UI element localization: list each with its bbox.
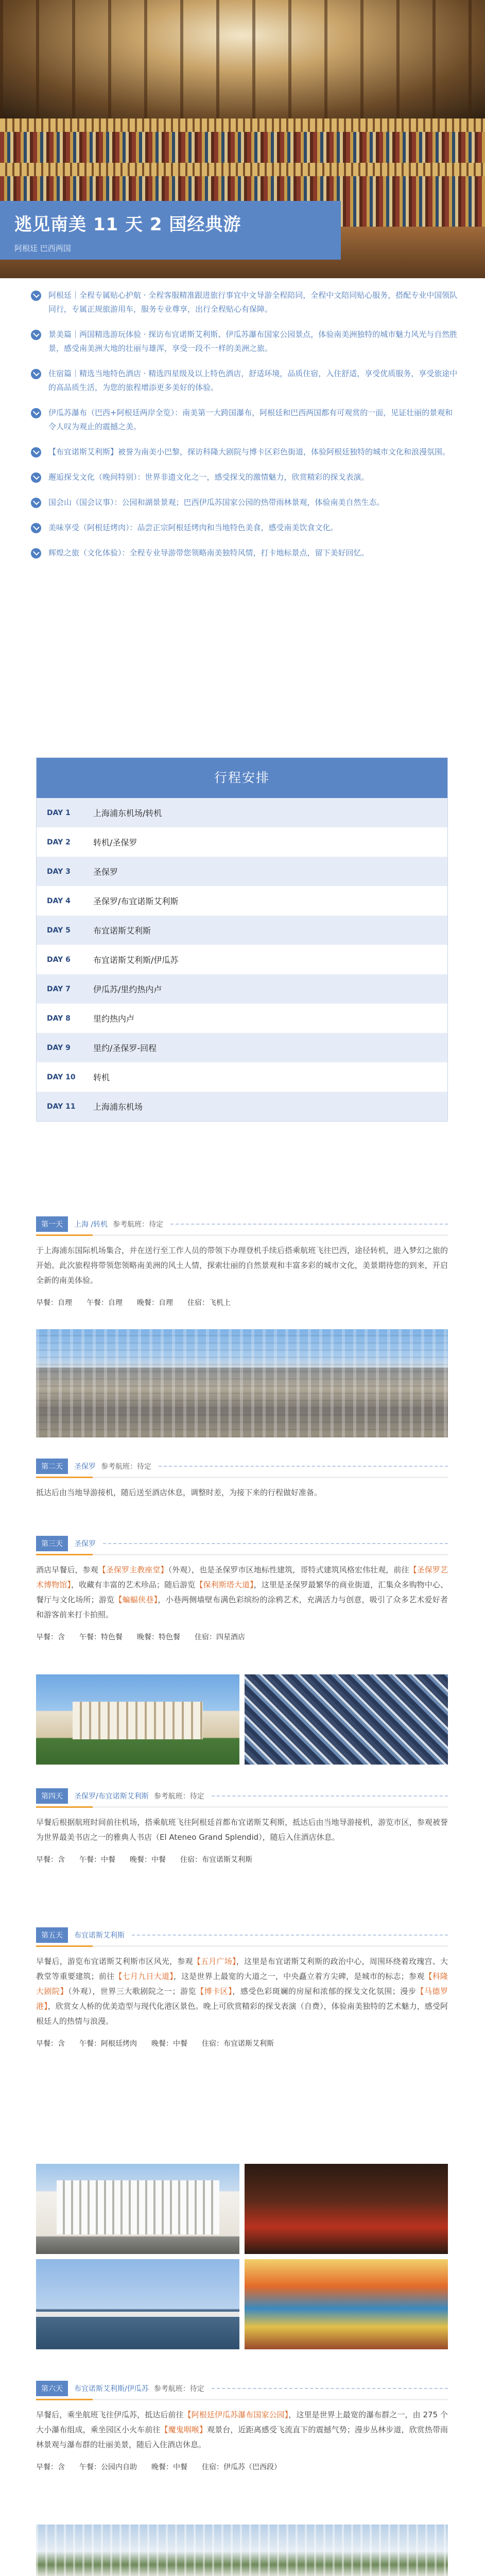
colorful-street-photo: [245, 2259, 448, 2349]
feature-item: [31, 445, 458, 459]
itinerary-day: DAY 10: [47, 1073, 76, 1081]
divider: [36, 1234, 448, 1236]
hero-bookshelves: [0, 132, 485, 163]
check-circle-icon: [31, 498, 41, 508]
itinerary-day: DAY 4: [47, 896, 71, 905]
divider: [132, 1935, 448, 1936]
highlight-attraction: 【圣保罗主教座堂】: [98, 1565, 168, 1574]
divider: [36, 1945, 448, 1947]
meal-item: 住宿：飞机上: [187, 1299, 231, 1307]
meal-item: 早餐：含: [36, 2463, 65, 2471]
feature-text: 美味享受（阿根廷烤肉）：品尝正宗阿根廷烤肉和当地特色美食，感受南美饮食文化。: [48, 523, 338, 532]
feature-text: 【布宜诺斯艾利斯】被誉为南美小巴黎，探访科隆大剧院与博卡区彩色街道，体验阿根廷独特的城市文化和浪漫氛围。: [48, 447, 451, 456]
itinerary-row: [37, 945, 447, 974]
check-circle-icon: [31, 369, 41, 379]
colonial-building-photo: [36, 1674, 239, 1765]
itinerary-row: [37, 1004, 447, 1033]
day-header: [36, 1216, 448, 1232]
highlight-attraction: 【科隆大剧院】: [36, 1972, 448, 1996]
feature-text: 国会山（国会议事）：公园和湖景景观；巴西伊瓜苏国家公园的热带雨林景观，体验南美自然生态。: [48, 498, 385, 507]
itinerary-route: 布宜诺斯艾利斯/伊瓜苏: [93, 955, 179, 965]
highlight-attraction: 【魔鬼咽喉】: [160, 2425, 207, 2434]
itinerary-day: DAY 6: [47, 955, 71, 964]
itinerary-row: [37, 1033, 447, 1062]
meal-info: [36, 1632, 448, 1642]
highlight-attraction: 【蝙蝠侠巷】: [114, 1595, 158, 1604]
day-header: [36, 1535, 448, 1552]
day-cities: 圣保罗: [74, 1540, 96, 1548]
itinerary-route: 布宜诺斯艾利斯: [93, 926, 151, 936]
day-section-5: [36, 1927, 448, 2048]
day-header: [36, 1458, 448, 1475]
hero-ceiling-fresco: [0, 0, 485, 118]
day-cities: 上海 /转机: [74, 1221, 108, 1229]
itinerary-route: 上海浦东机场/转机: [93, 808, 162, 818]
day-flight-ref: 参考航班：待定: [101, 1463, 151, 1471]
day-description: 早餐后根据航班时间前往机场，搭乘航班飞往阿根廷首都布宜诺斯艾利斯，抵达后由当地导游接机，游览市区，参观被誉为世界最美书店之一的雅典人书店（El Ateneo Grand Splendid），随后入住酒店休息。: [36, 1818, 448, 1842]
meal-item: 午餐：阿根廷烤肉: [79, 2040, 137, 2048]
day-flight-ref: 参考航班：待定: [153, 1792, 204, 1801]
hero-banner-image: [0, 0, 485, 278]
meal-info: [36, 1854, 448, 1865]
feature-text: 住宿篇｜精选当地特色酒店 · 精选四星级及以上特色酒店，舒适环境，品质住宿，入住舒适，享受优质服务，享受旅途中的高品质生活，为您的旅程增添更多美好的体验。: [48, 369, 458, 392]
day-cities: 圣保罗: [74, 1463, 96, 1471]
feature-item: [31, 367, 458, 395]
body-text: ，感受色彩斑斓的房屋和浓郁的探戈文化氛围；漫步: [232, 1987, 417, 1996]
itinerary-row: [37, 798, 447, 827]
body-text: ，这里是世界上最宽的瀑布群之一，由 275 个大小瀑布组成，乘坐园区小火车前往: [36, 2410, 448, 2434]
itinerary-day: DAY 8: [47, 1014, 71, 1023]
itinerary-route: 转机/圣保罗: [93, 838, 137, 848]
divider: [159, 1466, 448, 1467]
day-section-2: [36, 1458, 448, 1500]
meal-item: 午餐：中餐: [79, 1856, 115, 1864]
body-text: ，这是世界上最宽的大道之一，中央矗立着方尖碑，是城市的标志；参观: [173, 1972, 425, 1981]
feature-text: 邂逅探戈文化（晚间特别）：世界非遗文化之一，感受探戈的激情魅力，欣赏精彩的探戈表演。: [48, 472, 369, 482]
itinerary-route: 里约/圣保罗-回程: [93, 1043, 157, 1053]
day-section-4: [36, 1788, 448, 1865]
itinerary-day: DAY 7: [47, 985, 71, 993]
day-badge: 第三天: [36, 1536, 68, 1551]
feature-item: [31, 289, 458, 316]
day-cities: 布宜诺斯艾利斯: [74, 1931, 125, 1940]
body-text: ，欣赏女人桥的优美造型与现代化港区景色。晚上可欣赏精彩的探戈表演（自费），体验南美独特的艺术魅力，感受阿根廷人的热情与浪漫。: [36, 2002, 448, 2026]
day-section-3: [36, 1535, 448, 1642]
day-description: 抵达后由当地导游接机，随后送至酒店休息，调整时差，为接下来的行程做好准备。: [36, 1488, 322, 1497]
highlight-attraction: 【保利斯塔大道】: [195, 1580, 254, 1589]
itinerary-row: [37, 827, 447, 857]
feature-text: 阿根廷｜全程专属贴心护航 · 全程客服精准跟进旅行事宜中文导游全程陪同，全程中文陪同贴心服务，搭配专业中国领队同行，专属正规旅游用车，服务专业尊享，出行全程贴心有保障。: [48, 291, 458, 314]
hero-balcony: [0, 118, 485, 132]
meal-item: 晚餐：中餐: [151, 2040, 187, 2048]
hero-balcony: [0, 163, 485, 176]
day-description: 于上海浦东国际机场集合，并在送行至工作人员的带领下办理登机手续后搭乘航班飞往巴西，途径转机，进入梦幻之旅的开始。此次旅程将带领您领略南美洲的风土人情，探索壮丽的自然景观和丰富多彩的城市文化，美景期待您的到来，开启全新的南美体验。: [36, 1246, 448, 1285]
day-flight-ref: 参考航班：待定: [153, 2385, 204, 2393]
meal-item: 早餐：含: [36, 2040, 65, 2048]
body-text: ，这里是布宜诺斯艾利斯的政治中心，周围环绕着玫瑰宫、大教堂等重要建筑；前往: [36, 1957, 448, 1981]
day-badge: 第六天: [36, 2381, 68, 2396]
highlight-attraction: 【阿根廷伊瓜苏瀑布国家公园】: [183, 2410, 289, 2419]
feature-item: [31, 521, 458, 535]
day-section-6: [36, 2380, 448, 2472]
divider: [36, 1477, 448, 1478]
itinerary-rows: [37, 798, 447, 1121]
highlight-attraction: 【圣保罗艺术博物馆】: [36, 1565, 448, 1589]
graffiti-mural-photo: [245, 1674, 448, 1765]
day-badge: 第二天: [36, 1459, 68, 1474]
itinerary-route: 上海浦东机场: [93, 1102, 143, 1112]
itinerary-title: 行程安排: [37, 758, 447, 798]
feature-item: [31, 406, 458, 434]
body-text: ，收藏有丰富的艺术珍品；随后游览: [71, 1580, 196, 1589]
itinerary-day: DAY 3: [47, 867, 71, 876]
check-circle-icon: [31, 447, 41, 457]
itinerary-route: 里约热内卢: [93, 1014, 135, 1024]
check-circle-icon: [31, 330, 41, 340]
divider: [36, 1806, 448, 1808]
check-circle-icon: [31, 548, 41, 558]
body-text: （外观），世界三大歌剧院之一；游览: [68, 1987, 197, 1996]
check-circle-icon: [31, 472, 41, 483]
divider: [170, 1224, 448, 1225]
meal-item: 午餐：特色餐: [79, 1633, 123, 1641]
feature-item: [31, 546, 458, 560]
feature-text: 景美篇｜两国精选游玩体验 · 探访布宜诺斯艾利斯、伊瓜苏瀑布国家公园景点，体验南美洲独特的城市魅力风光与自然胜景，感受南美洲大地的壮丽与雄浑，享受一段不一样的美洲之旅。: [48, 330, 458, 353]
highlight-attraction: 【马德罗港】: [36, 1987, 448, 2011]
itinerary-row: [37, 886, 447, 916]
meal-item: 住宿：布宜诺斯艾利斯: [202, 2040, 274, 2048]
day-cities: 布宜诺斯艾利斯/伊瓜苏: [74, 2385, 149, 2393]
tango-show-photo: [245, 2164, 448, 2254]
day-badge: 第五天: [36, 1927, 68, 1943]
body-text: 早餐后，游览布宜诺斯艾利斯市区风光，参观: [36, 1957, 193, 1966]
meal-item: 晚餐：中餐: [151, 2463, 187, 2471]
itinerary-table: [36, 757, 448, 1122]
itinerary-row: [37, 916, 447, 945]
feature-item: [31, 328, 458, 355]
meal-item: 午餐：自理: [86, 1299, 123, 1307]
meal-item: 晚餐：特色餐: [137, 1633, 180, 1641]
divider: [212, 1795, 448, 1797]
highlight-attraction: 【博卡区】: [196, 1987, 233, 1996]
day-flight-ref: 参考航班：待定: [113, 1221, 164, 1229]
meal-item: 早餐：含: [36, 1633, 65, 1641]
divider: [103, 1543, 448, 1544]
day-description: [36, 2408, 448, 2452]
check-circle-icon: [31, 408, 41, 418]
itinerary-route: 圣保罗/布宜诺斯艾利斯: [93, 896, 179, 906]
feature-item: [31, 470, 458, 484]
body-text: 观景台，近距离感受飞流直下的震撼气势；漫步丛林步道，欣赏热带雨林景观与瀑布群的壮丽美景，随后入住酒店休息。: [36, 2425, 448, 2449]
feature-text: 辉煌之旅（文化体验）：全程专业导游带您领略南美独特风情，打卡地标景点，留下美好回忆。: [48, 548, 369, 557]
body-text: 酒店早餐后，参观: [36, 1565, 98, 1574]
page-subtitle: 阿根廷 巴西两国: [14, 244, 71, 253]
highlight-attraction: 【五月广场】: [193, 1957, 236, 1966]
meal-item: 早餐：自理: [36, 1299, 72, 1307]
day-badge: 第四天: [36, 1788, 68, 1804]
itinerary-route: 转机: [93, 1073, 110, 1082]
iguazu-falls-photo: [36, 2524, 448, 2576]
feature-item: [31, 496, 458, 510]
body-text: ，小巷两侧墙壁布满色彩缤纷的涂鸦艺术，充满活力与创意，吸引了众多艺术爱好者和游客前来打卡拍照。: [36, 1595, 448, 1619]
itinerary-day: DAY 2: [47, 838, 71, 846]
feature-list: [31, 289, 458, 571]
day-header: [36, 1927, 448, 1943]
meal-item: 早餐：含: [36, 1856, 65, 1864]
check-circle-icon: [31, 523, 41, 533]
divider: [36, 1554, 448, 1555]
day-description: [36, 1954, 448, 2029]
itinerary-route: 圣保罗: [93, 867, 118, 877]
body-text: 早餐后，乘坐航班飞往伊瓜苏，抵达后前往: [36, 2410, 184, 2419]
meal-item: 晚餐：中餐: [130, 1856, 166, 1864]
highlight-attraction: 【七月九日大道】: [114, 1972, 174, 1981]
white-building-photo: [36, 2164, 239, 2254]
itinerary-route: 伊瓜苏/里约热内卢: [93, 985, 162, 994]
itinerary-row: [37, 1092, 447, 1121]
itinerary-row: [37, 857, 447, 886]
meal-item: 晚餐：自理: [137, 1299, 173, 1307]
hero-title-banner: [0, 201, 341, 260]
day-description: [36, 1563, 448, 1622]
itinerary-row: [37, 1062, 447, 1092]
body-text: （外观），也是圣保罗市区地标性建筑，哥特式建筑风格宏伟壮观，前往: [168, 1565, 409, 1574]
divider: [36, 2399, 448, 2400]
feature-text: 伊瓜苏瀑布（巴西+阿根廷两岸全览）：南美第一大跨国瀑布，阿根廷和巴西两国都有可观赏的一面，见证壮丽的景观和令人叹为观止的震撼之美。: [48, 408, 453, 431]
city-skyline-photo: [36, 1329, 448, 1437]
meal-info: [36, 1297, 448, 1308]
harbor-bridge-photo: [36, 2259, 239, 2349]
meal-item: 住宿：伊瓜苏（巴西段）: [202, 2463, 281, 2471]
itinerary-day: DAY 9: [47, 1043, 71, 1052]
day-cities: 圣保罗/布宜诺斯艾利斯: [74, 1792, 149, 1801]
meal-info: [36, 2462, 448, 2472]
meal-item: 午餐：公园内自助: [79, 2463, 137, 2471]
meal-item: 住宿：布宜诺斯艾利斯: [180, 1856, 252, 1864]
day-header: [36, 1788, 448, 1804]
meal-item: 住宿：四星酒店: [195, 1633, 245, 1641]
day-header: [36, 2380, 448, 2397]
check-circle-icon: [31, 291, 41, 301]
itinerary-day: DAY 11: [47, 1102, 76, 1111]
meal-info: [36, 2038, 448, 2048]
divider: [212, 2388, 448, 2389]
body-text: ，这里是圣保罗最繁华的商业街道，汇集众多购物中心、餐厅与文化场所；游览: [36, 1580, 448, 1604]
itinerary-day: DAY 5: [47, 926, 71, 935]
day-badge: 第一天: [36, 1216, 68, 1232]
itinerary-row: [37, 974, 447, 1004]
page-title: 逃见南美 11 天 2 国经典游: [14, 214, 241, 235]
itinerary-day: DAY 1: [47, 808, 71, 817]
day-section-1: [36, 1216, 448, 1308]
